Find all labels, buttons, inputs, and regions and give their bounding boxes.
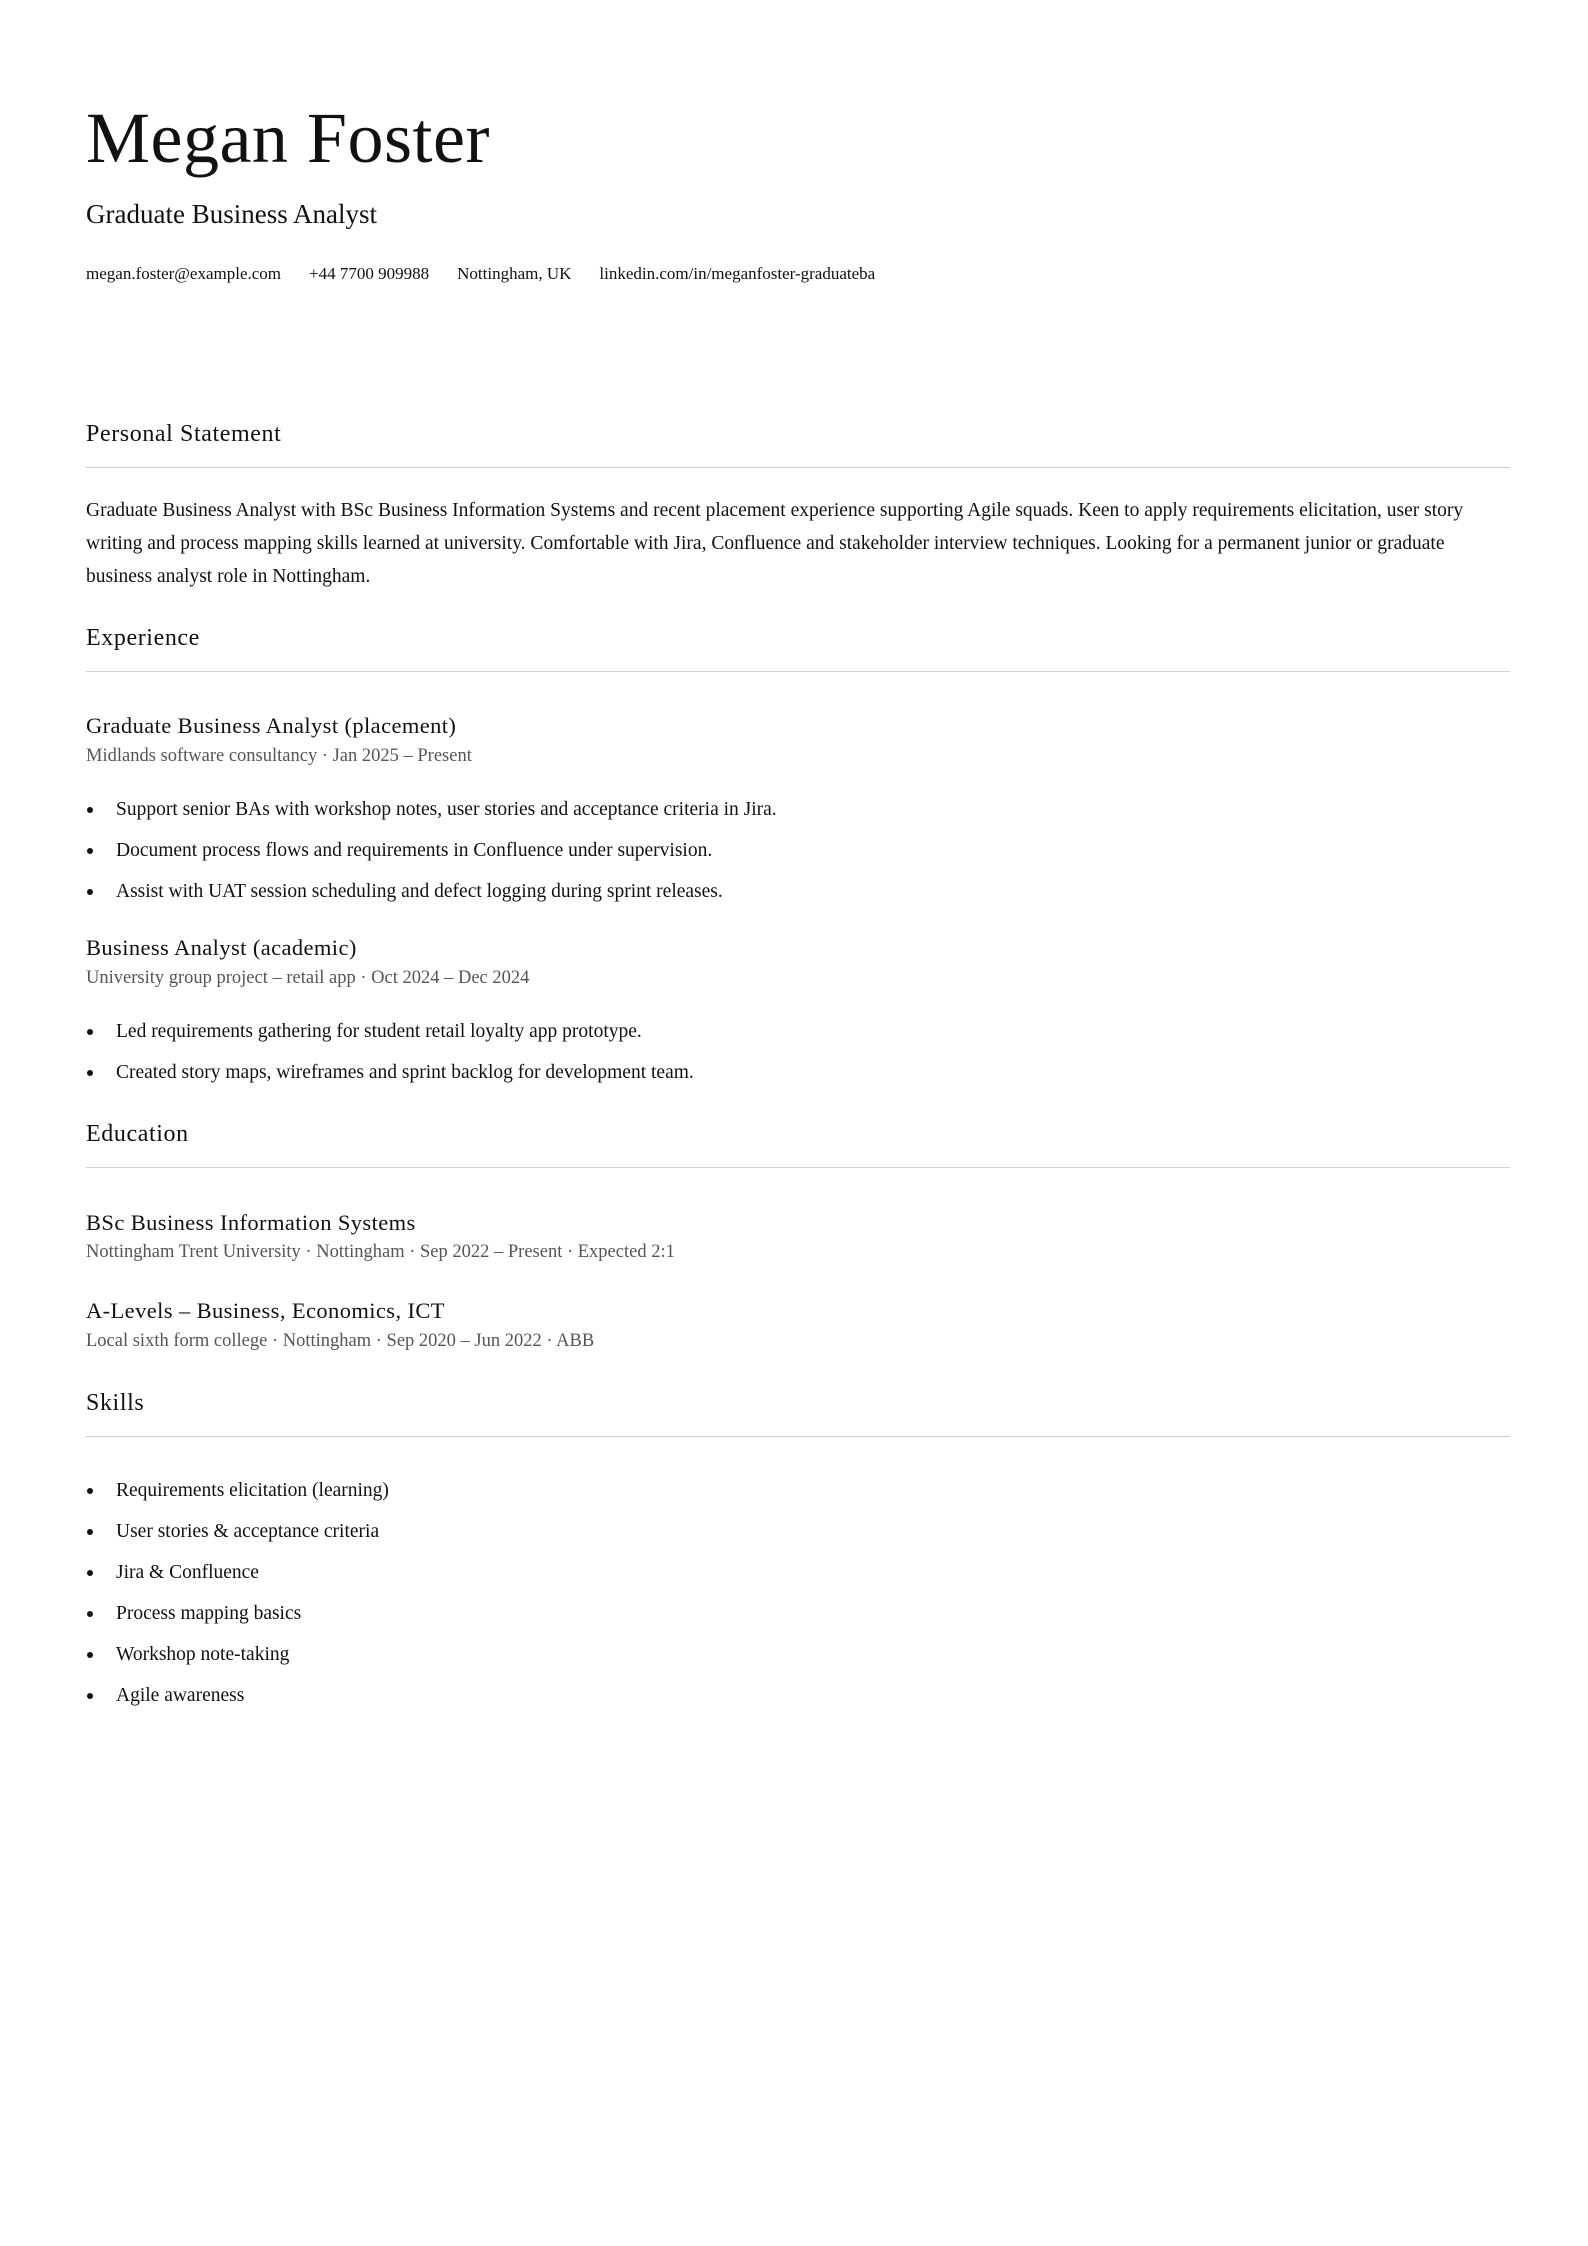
contact-row <box>86 264 903 284</box>
section-divider <box>86 1167 1510 1168</box>
job-meta: University group project – retail app · Oct 2024 – Dec 2024 <box>86 968 530 988</box>
job-title: Business Analyst (academic) <box>86 935 357 960</box>
skill-item: Process mapping basics <box>86 1593 389 1634</box>
job-bullet: Led requirements gathering for student retail loyalty app prototype. <box>86 1011 694 1052</box>
contact-linkedin[interactable]: linkedin.com/in/meganfoster-graduateba <box>599 264 876 283</box>
job-bullet-list <box>86 789 777 912</box>
job-title: Graduate Business Analyst (placement) <box>86 713 457 738</box>
education-degree: BSc Business Information Systems <box>86 1210 416 1235</box>
skills-list <box>86 1470 389 1716</box>
education-meta: Nottingham Trent University · Nottingham · Sep 2022 – Present · Expected 2:1 <box>86 1242 675 1262</box>
section-divider <box>86 1436 1510 1437</box>
skill-item: Workshop note-taking <box>86 1634 389 1675</box>
education-degree: A-Levels – Business, Economics, ICT <box>86 1298 445 1323</box>
job-bullet: Document process flows and requirements in Confluence under supervision. <box>86 830 777 871</box>
skill-item: Requirements elicitation (learning) <box>86 1470 389 1511</box>
job-bullet: Created story maps, wireframes and sprint backlog for development team. <box>86 1052 694 1093</box>
education-meta: Local sixth form college · Nottingham · Sep 2020 – Jun 2022 · ABB <box>86 1331 595 1351</box>
job-bullet: Support senior BAs with workshop notes, user stories and acceptance criteria in Jira. <box>86 789 777 830</box>
skill-item: User stories & acceptance criteria <box>86 1511 389 1552</box>
skill-item: Agile awareness <box>86 1675 389 1716</box>
section-divider <box>86 671 1510 672</box>
section-title-skills: Skills <box>86 1390 145 1416</box>
job-meta: Midlands software consultancy · Jan 2025 – Present <box>86 746 472 766</box>
candidate-name: Megan Foster <box>86 98 490 178</box>
section-divider <box>86 467 1510 468</box>
contact-location: Nottingham, UK <box>457 264 572 283</box>
section-title-experience: Experience <box>86 625 200 651</box>
contact-email[interactable]: megan.foster@example.com <box>86 264 282 283</box>
job-bullet: Assist with UAT session scheduling and defect logging during sprint releases. <box>86 871 777 912</box>
candidate-headline: Graduate Business Analyst <box>86 199 377 229</box>
section-title-education: Education <box>86 1121 189 1147</box>
personal-statement-text: Graduate Business Analyst with BSc Business Information Systems and recent placement experience supporting Agile squads. Keen to apply requirements elicitation, user story writing and process mapping skills learned at university. Comfortable with Jira, Confluence and stakeholder interview techniques. Looking for a permanent junior or graduate business analyst role in Nottingham. <box>86 500 1464 587</box>
section-title-personal-statement: Personal Statement <box>86 421 282 447</box>
contact-phone[interactable]: +44 7700 909988 <box>309 264 430 283</box>
skill-item: Jira & Confluence <box>86 1552 389 1593</box>
job-bullet-list <box>86 1011 694 1093</box>
